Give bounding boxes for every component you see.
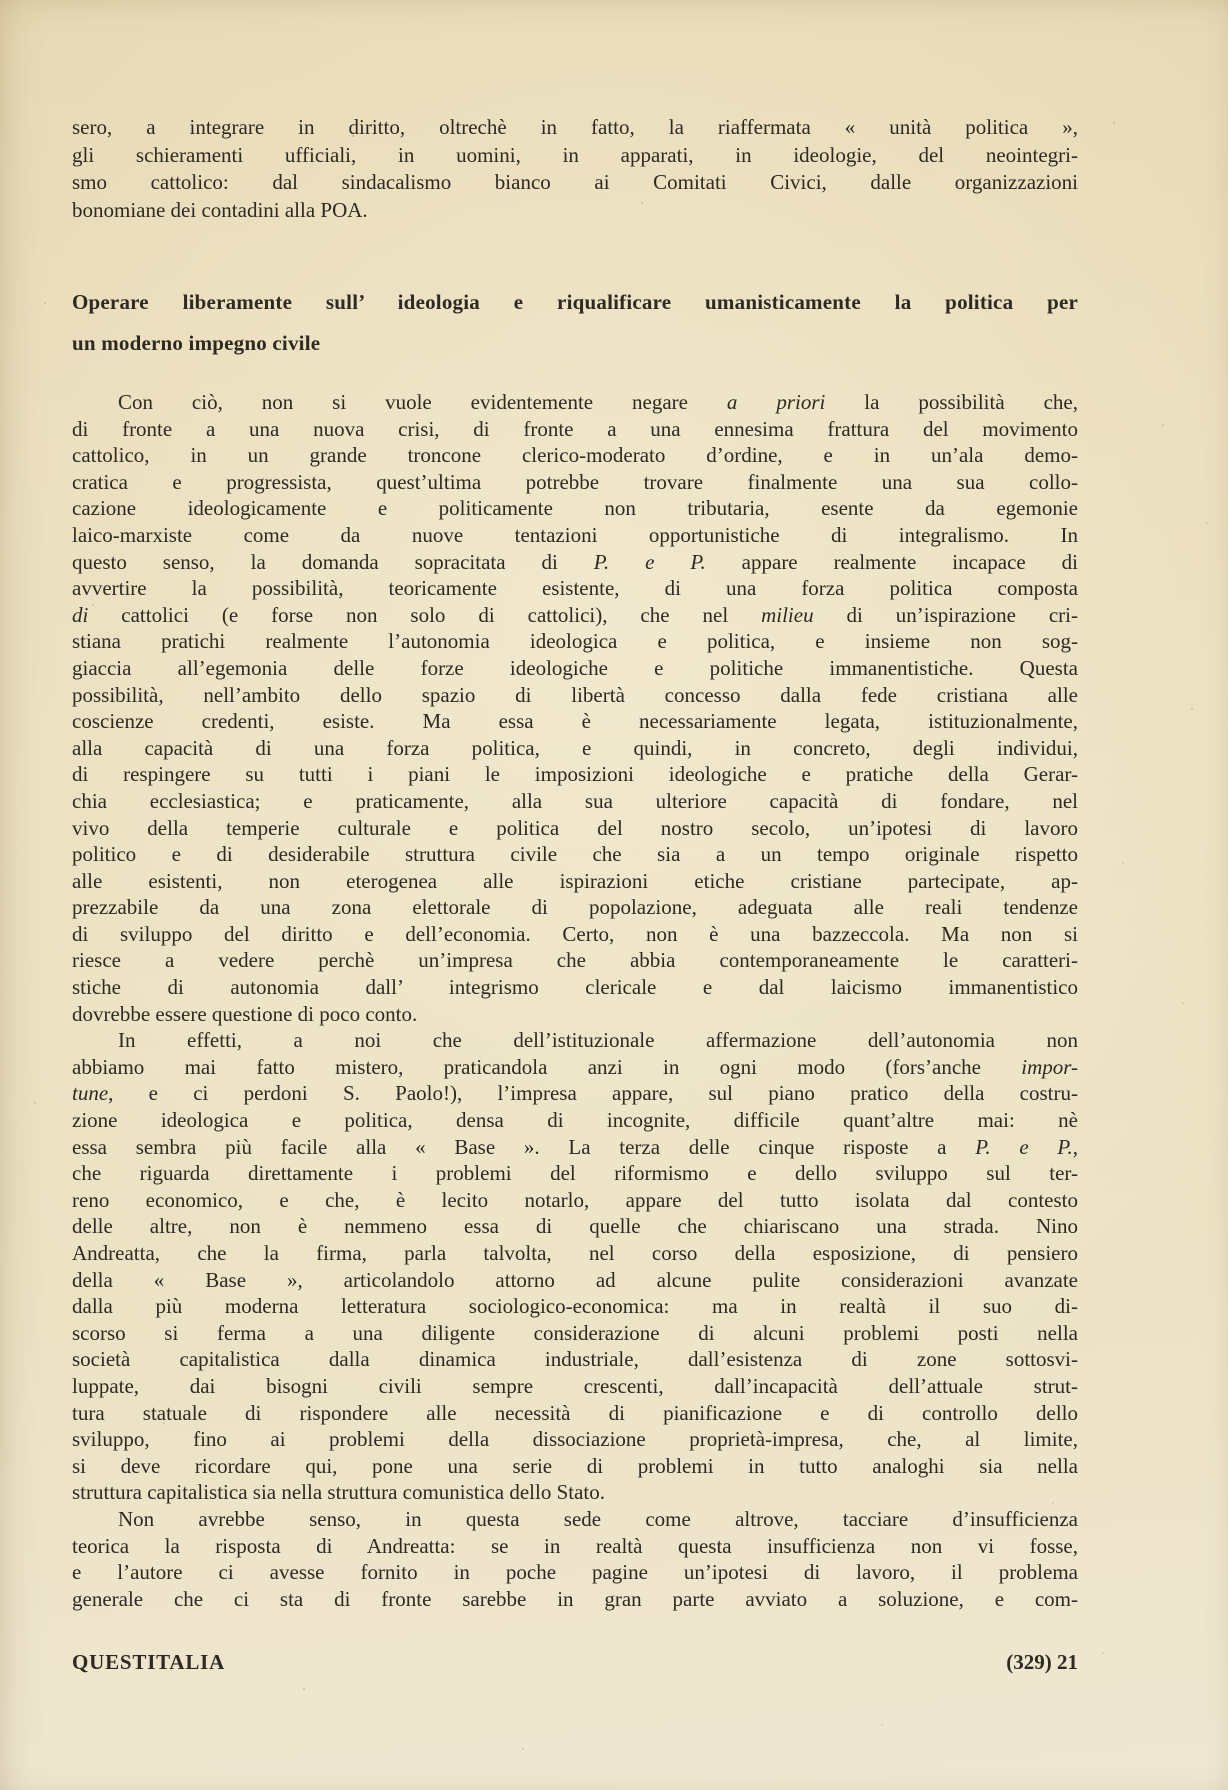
text-line: stiana pratichi realmente l’autonomia ideologica e politica, e insieme non sog- <box>72 629 1078 654</box>
text-line: struttura capitalistica sia nella struttura comunistica dello Stato. <box>72 1480 606 1505</box>
text-line: Operare liberamente sull’ ideologia e riqualificare umanisticamente la politica per <box>72 290 1078 314</box>
text-line: dalla più moderna letteratura sociologico-economica: ma in realtà il suo di- <box>72 1294 1078 1319</box>
text-line: prezzabile da una zona elettorale di popolazione, adeguata alle reali tendenze <box>72 895 1078 920</box>
text-line: coscienze credenti, esiste. Ma essa è necessariamente legata, istituzionalmente, <box>72 709 1078 734</box>
text-line: Con ciò, non si vuole evidentemente negare a priori la possibilità che, <box>118 390 1078 414</box>
text-line: cratica e progressista, quest’ultima potrebbe trovare finalmente una sua collo- <box>72 469 1078 494</box>
text-line: zione ideologica e politica, densa di incognite, difficile quant’altre mai: nè <box>72 1108 1078 1133</box>
text-line: cattolico, in un grande troncone clerico-moderato d’ordine, e in un’ala demo- <box>72 443 1078 468</box>
text-line: generale che ci sta di fronte sarebbe in gran parte avviato a soluzione, e com- <box>72 1586 1078 1611</box>
text-line: politico e di desiderabile struttura civile che sia a un tempo originale rispetto <box>72 842 1078 867</box>
text-line: sero, a integrare in diritto, oltrechè in fatto, la riaffermata « unità politica », <box>72 115 1078 139</box>
text-line: avvertire la possibilità, teoricamente esistente, di una forza politica composta <box>72 576 1078 601</box>
text-line: chia ecclesiastica; e praticamente, alla sua ulteriore capacità di fondare, nel <box>72 788 1078 813</box>
continuation-paragraph <box>72 114 1078 224</box>
text-line: possibilità, nell’ambito dello spazio di libertà concesso dalla fede cristiana alle <box>72 682 1078 707</box>
text-line: di cattolici (e forse non solo di cattolici), che nel milieu di un’ispirazione cri- <box>72 602 1078 627</box>
text-line: alla capacità di una forza politica, e quindi, in concreto, degli individui, <box>72 735 1078 760</box>
text-line: della « Base », articolandolo attorno ad alcune pulite considerazioni avanzate <box>72 1267 1078 1292</box>
text-line: alle esistenti, non eterogenea alle ispirazioni etiche cristiane partecipate, ap- <box>72 868 1078 893</box>
text-line: di respingere su tutti i piani le imposizioni ideologiche e pratiche della Gerar- <box>72 762 1078 787</box>
journal-name: QUESTITALIA <box>72 1650 226 1674</box>
text-line: cazione ideologicamente e politicamente non tributaria, esente da egemonie <box>72 496 1078 521</box>
text-line: luppate, dai bisogni civili sempre crescenti, dall’incapacità dell’attuale strut- <box>72 1373 1078 1398</box>
text-line: stiche di autonomia dall’ integrismo clericale e dal laicismo immanentistico <box>72 975 1078 1000</box>
text-line: dovrebbe essere questione di poco conto. <box>72 1001 418 1026</box>
text-line: Andreatta, che la firma, parla talvolta, nel corso della esposizione, di pensiero <box>72 1241 1078 1265</box>
text-line: abbiamo mai fatto mistero, praticandola anzi in ogni modo (fors’anche impor- <box>72 1054 1078 1079</box>
text-line: un moderno impegno civile <box>72 331 321 355</box>
article-body <box>72 389 1078 1612</box>
text-line: si deve ricordare qui, pone una serie di problemi in tutto analoghi sia nella <box>72 1453 1078 1478</box>
text-line: riesce a vedere perchè un’impresa che abbia contemporaneamente le caratteri- <box>72 948 1078 973</box>
text-line: smo cattolico: dal sindacalismo bianco ai Comitati Civici, dalle organizzazioni <box>72 170 1078 195</box>
text-line: reno economico, e che, è lecito notarlo, appare del tutto isolata dal contesto <box>72 1187 1078 1212</box>
page-number: (329) 21 <box>1006 1650 1078 1674</box>
text-line: di sviluppo del diritto e dell’economia. Certo, non è una bazzeccola. Ma non si <box>72 921 1078 946</box>
text-line: questo senso, la domanda sopracitata di P. e P. appare realmente incapace di <box>72 549 1078 574</box>
text-line: vivo della temperie culturale e politica del nostro secolo, un’ipotesi di lavoro <box>72 815 1078 840</box>
text-line: bonomiane dei contadini alla POA. <box>72 197 368 222</box>
text-line: delle altre, non è nemmeno essa di quelle che chiariscano una strada. Nino <box>72 1214 1078 1239</box>
text-line: di fronte a una nuova crisi, di fronte a una ennesima frattura del movimento <box>72 416 1078 441</box>
text-line: laico-marxiste come da nuove tentazioni opportunistiche di integralismo. In <box>72 522 1078 547</box>
text-line: sviluppo, fino ai problemi della dissociazione proprietà-impresa, che, al limite, <box>72 1427 1078 1452</box>
text-line: che riguarda direttamente i problemi del riformismo e dello sviluppo sul ter- <box>72 1161 1078 1186</box>
text-line: tune, e ci perdoni S. Paolo!), l’impresa appare, sul piano pratico della costru- <box>72 1081 1078 1106</box>
body-paragraph <box>72 389 1078 1027</box>
text-line: società capitalistica dalla dinamica industriale, dall’esistenza di zone sottosvi- <box>72 1347 1078 1372</box>
text-line: essa sembra più facile alla « Base ». La terza delle cinque risposte a P. e P., <box>72 1134 1079 1159</box>
page-footer <box>72 1650 1078 1675</box>
text-line: teorica la risposta di Andreatta: se in realtà questa insufficienza non vi fosse, <box>72 1533 1078 1558</box>
body-paragraph <box>72 1027 1078 1506</box>
text-line: scorso si ferma a una diligente considerazione di alcuni problemi posti nella <box>72 1320 1078 1345</box>
section-heading <box>72 282 1078 364</box>
text-line: In effetti, a noi che dell’istituzionale affermazione dell’autonomia non <box>118 1028 1078 1053</box>
text-line: giaccia all’egemonia delle forze ideologiche e politiche immanentistiche. Questa <box>72 655 1078 680</box>
text-line: gli schieramenti ufficiali, in uomini, in apparati, in ideologie, del neointegri- <box>72 142 1078 167</box>
text-line: tura statuale di rispondere alle necessità di pianificazione e di controllo dello <box>72 1400 1078 1425</box>
text-line: Non avrebbe senso, in questa sede come altrove, tacciare d’insufficienza <box>118 1506 1078 1531</box>
body-paragraph <box>72 1506 1078 1612</box>
text-line: e l’autore ci avesse fornito in poche pagine un’ipotesi di lavoro, il problema <box>72 1560 1078 1585</box>
